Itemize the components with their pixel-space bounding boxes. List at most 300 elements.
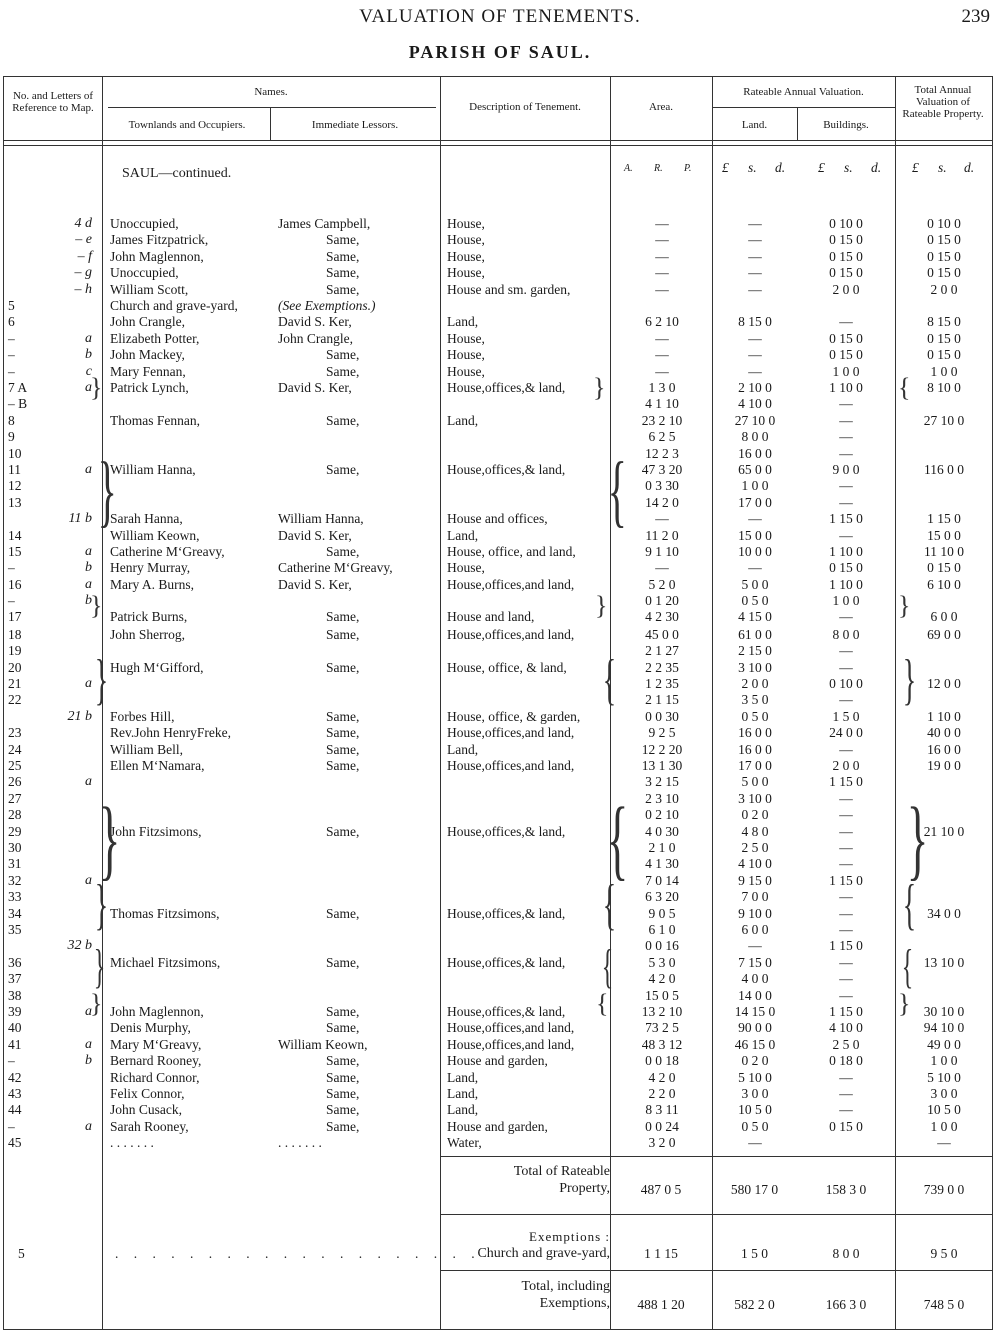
total-including-buildings: 166 3 0 — [825, 1297, 867, 1312]
row-land: 5 0 0 — [741, 774, 769, 789]
row-bldg: — — [839, 988, 853, 1003]
row-sub: 32 b — [67, 938, 92, 953]
row-area: — — [655, 331, 669, 346]
row-num: 13 — [8, 495, 22, 510]
row-les: Same, — [326, 660, 360, 675]
total-including-label: Exemptions, — [539, 1296, 610, 1311]
row-tot: — — [937, 1135, 951, 1150]
row-land: 4 8 0 — [741, 824, 769, 839]
row-area: 3 2 0 — [648, 1135, 676, 1150]
row-les: David S. Ker, — [278, 314, 352, 329]
row-land: 8 15 0 — [738, 314, 772, 329]
row-num: 22 — [8, 692, 22, 707]
row-num: 35 — [8, 922, 22, 937]
row-num: 17 — [8, 609, 22, 624]
row-num: 20 — [8, 660, 22, 675]
row-area: 2 2 35 — [645, 660, 679, 675]
row-area: 3 2 15 — [645, 774, 679, 789]
row-bldg: — — [839, 922, 853, 937]
row-sub: – h — [74, 282, 92, 297]
row-tot: 69 0 0 — [927, 627, 961, 642]
row-num: – B — [8, 396, 28, 411]
row-num: 19 — [8, 643, 22, 658]
row-area: 23 2 10 — [641, 413, 683, 428]
unit-acres: A. — [624, 163, 633, 174]
col-header-buildings: Buildings. — [823, 119, 869, 131]
row-tot: 94 10 0 — [923, 1020, 965, 1035]
total-rateable-area: 487 0 5 — [640, 1182, 682, 1197]
row-sub: a — [85, 331, 92, 346]
row-area: 45 0 0 — [645, 627, 679, 642]
row-tot: 0 15 0 — [927, 232, 961, 247]
row-bldg: — — [839, 856, 853, 871]
row-num: 43 — [8, 1086, 22, 1101]
row-land: 5 0 0 — [741, 577, 769, 592]
row-land: — — [748, 249, 762, 264]
row-land: 17 0 0 — [738, 758, 772, 773]
row-num: 42 — [8, 1070, 22, 1085]
exemptions-label: Exemptions : — [529, 1229, 610, 1244]
leader-dots: . . . . . . . . . . . . . . . . . . . . — [115, 1246, 481, 1261]
row-area: 0 0 16 — [645, 938, 679, 953]
row-sub: a — [85, 1037, 92, 1052]
row-bldg: — — [839, 478, 853, 493]
row-area: 8 3 11 — [645, 1102, 679, 1117]
row-desc: House,offices,& land, — [447, 380, 566, 395]
brace: { — [607, 447, 627, 535]
row-bldg: — — [839, 660, 853, 675]
row-occ: Bernard Rooney, — [110, 1053, 202, 1068]
row-tot: 49 0 0 — [927, 1037, 961, 1052]
row-tot: 1 0 0 — [930, 364, 958, 379]
row-bldg: — — [839, 609, 853, 624]
row-tot: 12 0 0 — [927, 676, 961, 691]
row-tot: 40 0 0 — [927, 725, 961, 740]
row-bldg: — — [839, 906, 853, 921]
row-land: 65 0 0 — [738, 462, 772, 477]
row-occ: Sarah Hanna, — [110, 511, 183, 526]
row-area: 14 2 0 — [645, 495, 679, 510]
row-bldg: 0 15 0 — [829, 265, 863, 280]
row-tot: 21 10 0 — [923, 824, 965, 839]
exemptions-land: 1 5 0 — [741, 1246, 768, 1261]
divider — [895, 76, 896, 1330]
row-desc: House and land, — [447, 609, 535, 624]
row-les: . . . . . . . — [278, 1135, 322, 1150]
total-rateable-total: 739 0 0 — [923, 1182, 965, 1197]
row-land: 15 0 0 — [738, 528, 772, 543]
row-land: 4 10 0 — [738, 856, 772, 871]
row-num: 44 — [8, 1102, 22, 1117]
row-num: – — [8, 1119, 15, 1134]
row-area: 0 0 30 — [645, 709, 679, 724]
row-land: 0 5 0 — [741, 593, 769, 608]
exemptions-area: 1 1 15 — [644, 1246, 678, 1261]
row-land: 10 0 0 — [738, 544, 772, 559]
row-num: 31 — [8, 856, 22, 871]
row-bldg: 2 0 0 — [832, 282, 860, 297]
row-land: 2 10 0 — [738, 380, 772, 395]
row-land: 4 10 0 — [738, 396, 772, 411]
row-land: — — [748, 364, 762, 379]
row-num: 25 — [8, 758, 22, 773]
row-bldg: — — [839, 413, 853, 428]
row-sub: a — [85, 544, 92, 559]
row-area: — — [655, 216, 669, 231]
row-num: 6 — [8, 314, 15, 329]
row-tot: 0 15 0 — [927, 347, 961, 362]
row-bldg: — — [839, 643, 853, 658]
row-num: 5 — [8, 298, 15, 313]
row-land: — — [748, 232, 762, 247]
row-sub: a — [85, 1004, 92, 1019]
row-tot: 10 5 0 — [927, 1102, 961, 1117]
row-land: 1 0 0 — [741, 478, 769, 493]
row-tot: 1 15 0 — [927, 511, 961, 526]
row-land: — — [748, 216, 762, 231]
row-land: 16 0 0 — [738, 742, 772, 757]
row-land: — — [748, 560, 762, 575]
row-occ: Thomas Fennan, — [110, 413, 200, 428]
row-bldg: — — [839, 692, 853, 707]
row-sub: – f — [77, 249, 92, 264]
row-sub: b — [85, 560, 92, 575]
unit-shillings: s. — [844, 160, 853, 175]
row-area: 73 2 5 — [645, 1020, 679, 1035]
brace: { — [898, 373, 911, 402]
row-occ: Patrick Lynch, — [110, 380, 189, 395]
row-area: — — [655, 511, 669, 526]
col-header-townlands: Townlands and Occupiers. — [128, 119, 246, 131]
row-sub: – e — [75, 232, 92, 247]
row-bldg: 9 0 0 — [832, 462, 860, 477]
row-area: 4 1 10 — [645, 396, 679, 411]
row-les: Same, — [326, 462, 360, 477]
row-num: 24 — [8, 742, 22, 757]
row-desc: Land, — [447, 1070, 479, 1085]
row-desc: House, — [447, 364, 485, 379]
row-les: John Crangle, — [278, 331, 353, 346]
row-area: 7 0 14 — [645, 873, 679, 888]
row-occ: Church and grave-yard, — [110, 298, 238, 313]
row-tot: 27 10 0 — [923, 413, 965, 428]
row-area: 12 2 20 — [641, 742, 683, 757]
row-occ: John Sherrog, — [110, 627, 185, 642]
row-area: 4 2 0 — [648, 1070, 676, 1085]
row-desc: Land, — [447, 413, 479, 428]
row-desc: House,offices,& land, — [447, 1004, 566, 1019]
row-tot: 1 10 0 — [927, 709, 961, 724]
row-desc: Land, — [447, 1102, 479, 1117]
row-les: William Keown, — [278, 1037, 368, 1052]
row-num: 40 — [8, 1020, 22, 1035]
row-area: 9 0 5 — [648, 906, 676, 921]
row-num: – — [8, 347, 15, 362]
row-num: – — [8, 593, 15, 608]
row-tot: 6 10 0 — [927, 577, 961, 592]
brace: } — [595, 591, 608, 620]
row-land: 9 15 0 — [738, 873, 772, 888]
row-land: — — [748, 511, 762, 526]
row-occ: . . . . . . . — [110, 1135, 154, 1150]
row-bldg: — — [839, 1070, 853, 1085]
row-desc: House,offices,and land, — [447, 758, 575, 773]
row-bldg: — — [839, 971, 853, 986]
row-tot: 116 0 0 — [924, 462, 964, 477]
row-bldg: 1 15 0 — [829, 1004, 863, 1019]
col-header-lessors: Immediate Lessors. — [311, 119, 399, 131]
brace: } — [97, 447, 117, 535]
unit-shillings: s. — [938, 160, 947, 175]
row-sub: b — [85, 347, 92, 362]
row-num: 9 — [8, 429, 15, 444]
brace: { — [902, 874, 917, 936]
row-occ: Ellen M‘Namara, — [110, 758, 205, 773]
row-area: 2 1 27 — [645, 643, 679, 658]
row-les: David S. Ker, — [278, 528, 352, 543]
divider — [440, 1214, 993, 1215]
row-land: — — [748, 938, 762, 953]
row-les: Same, — [326, 1102, 360, 1117]
row-occ: Forbes Hill, — [110, 709, 175, 724]
row-area: 4 2 30 — [645, 609, 679, 624]
page-title: VALUATION OF TENEMENTS. — [359, 6, 641, 27]
row-bldg: 1 15 0 — [829, 774, 863, 789]
row-num: – — [8, 560, 15, 575]
row-land: 46 15 0 — [734, 1037, 776, 1052]
row-bldg: 0 15 0 — [829, 560, 863, 575]
row-bldg: 0 15 0 — [829, 249, 863, 264]
row-occ: William Bell, — [110, 742, 183, 757]
row-tot: 0 15 0 — [927, 560, 961, 575]
row-desc: House and garden, — [447, 1053, 548, 1068]
row-land: 0 5 0 — [741, 709, 769, 724]
row-bldg: 2 5 0 — [832, 1037, 860, 1052]
total-including-area: 488 1 20 — [637, 1297, 685, 1312]
row-bldg: — — [839, 495, 853, 510]
row-tot: 5 10 0 — [927, 1070, 961, 1085]
row-sub: b — [85, 1053, 92, 1068]
total-rateable-label: Total of Rateable — [513, 1164, 610, 1179]
total-including-total: 748 5 0 — [923, 1297, 965, 1312]
row-num: – — [8, 364, 15, 379]
row-num: 21 — [8, 676, 22, 691]
row-desc: House,offices,and land, — [447, 725, 575, 740]
row-les: Same, — [326, 955, 360, 970]
divider — [712, 107, 895, 108]
row-bldg: — — [839, 314, 853, 329]
row-occ: Unoccupied, — [110, 265, 179, 280]
section-title: SAUL—continued. — [122, 166, 232, 181]
row-sub: a — [85, 1119, 92, 1134]
row-bldg: — — [839, 528, 853, 543]
row-land: 14 15 0 — [734, 1004, 776, 1019]
row-desc: House, office, & garden, — [447, 709, 581, 724]
row-occ: Denis Murphy, — [110, 1020, 191, 1035]
row-tot: 0 15 0 — [927, 265, 961, 280]
unit-pounds: £ — [818, 160, 825, 175]
row-occ: Patrick Burns, — [110, 609, 188, 624]
row-sub: 11 b — [68, 511, 92, 526]
row-occ: John Crangle, — [110, 314, 185, 329]
row-bldg: 1 10 0 — [829, 544, 863, 559]
row-land: 2 15 0 — [738, 643, 772, 658]
parish-title: PARISH OF SAUL. — [408, 42, 592, 62]
row-desc: House,offices,and land, — [447, 627, 575, 642]
brace: } — [94, 874, 109, 936]
row-les: William Hanna, — [278, 511, 364, 526]
row-land: 4 0 0 — [741, 971, 769, 986]
row-land: 16 0 0 — [738, 446, 772, 461]
row-occ: Michael Fitzsimons, — [110, 955, 221, 970]
row-land: 90 0 0 — [738, 1020, 772, 1035]
row-desc: Land, — [447, 742, 479, 757]
row-sub: a — [85, 380, 92, 395]
row-num: 33 — [8, 889, 22, 904]
row-bldg: 0 15 0 — [829, 331, 863, 346]
row-land: 10 5 0 — [738, 1102, 772, 1117]
row-desc: House and offices, — [447, 511, 548, 526]
row-area: 4 2 0 — [648, 971, 676, 986]
total-rateable-land: 580 17 0 — [730, 1182, 779, 1197]
brace: { — [602, 874, 617, 936]
row-sub: a — [85, 462, 92, 477]
row-land: 16 0 0 — [738, 725, 772, 740]
exemptions-label: Church and grave-yard, — [477, 1246, 610, 1261]
row-area: 13 2 10 — [641, 1004, 683, 1019]
row-num: 37 — [8, 971, 22, 986]
row-num: 28 — [8, 807, 22, 822]
unit-pence: d. — [775, 160, 786, 175]
brace: } — [90, 989, 103, 1018]
row-num: 36 — [8, 955, 22, 970]
row-tot: 34 0 0 — [927, 906, 961, 921]
row-tot: 1 0 0 — [930, 1119, 958, 1134]
row-area: 13 1 30 — [641, 758, 683, 773]
row-area: — — [655, 232, 669, 247]
row-area: 12 2 3 — [645, 446, 679, 461]
row-tot: 6 0 0 — [930, 609, 958, 624]
total-rateable-buildings: 158 3 0 — [825, 1182, 867, 1197]
row-num: 12 — [8, 478, 22, 493]
row-les: (See Exemptions.) — [278, 298, 376, 313]
row-num: 14 — [8, 528, 22, 543]
row-bldg: 1 10 0 — [829, 577, 863, 592]
unit-pence: d. — [871, 160, 882, 175]
row-num: – — [8, 1053, 15, 1068]
row-les: Same, — [326, 725, 360, 740]
divider — [108, 107, 436, 108]
brace: } — [93, 940, 106, 993]
row-les: Same, — [326, 1004, 360, 1019]
row-num: 38 — [8, 988, 22, 1003]
exemptions-buildings: 8 0 0 — [832, 1246, 860, 1261]
row-occ: William Hanna, — [110, 462, 196, 477]
row-les: Same, — [326, 282, 360, 297]
row-bldg: — — [839, 840, 853, 855]
col-header-land: Land. — [741, 119, 768, 131]
row-bldg: 0 10 0 — [829, 676, 863, 691]
row-occ: John Mackey, — [110, 347, 185, 362]
row-desc: House, — [447, 216, 485, 231]
row-les: Same, — [326, 347, 360, 362]
row-desc: House, — [447, 560, 485, 575]
row-area: — — [655, 249, 669, 264]
row-bldg: — — [839, 429, 853, 444]
total-including-label: Total, including — [521, 1279, 610, 1294]
row-desc: Land, — [447, 528, 479, 543]
row-tot: 11 10 0 — [924, 544, 964, 559]
row-occ: William Scott, — [110, 282, 189, 297]
row-sub: 4 d — [74, 216, 92, 231]
row-occ: Catherine M‘Greavy, — [110, 544, 225, 559]
row-land: 4 15 0 — [738, 609, 772, 624]
row-num: 11 — [8, 462, 21, 477]
row-tot: 0 15 0 — [927, 249, 961, 264]
row-land: 5 10 0 — [738, 1070, 772, 1085]
row-sub: – g — [74, 265, 92, 280]
row-occ: William Keown, — [110, 528, 200, 543]
row-num: 15 — [8, 544, 22, 559]
row-desc: House,offices,& land, — [447, 824, 566, 839]
row-land: 3 5 0 — [741, 692, 769, 707]
row-area: 0 1 20 — [645, 593, 679, 608]
row-num: – — [8, 331, 15, 346]
row-land: 3 10 0 — [738, 791, 772, 806]
row-land: — — [748, 331, 762, 346]
unit-perches: P. — [684, 163, 692, 174]
row-area: 4 1 30 — [645, 856, 679, 871]
row-occ: Henry Murray, — [110, 560, 191, 575]
row-area: 9 1 10 — [645, 544, 679, 559]
row-bldg: 8 0 0 — [832, 627, 860, 642]
row-occ: James Fitzpatrick, — [110, 232, 209, 247]
row-num: 30 — [8, 840, 22, 855]
row-area: 6 3 20 — [645, 889, 679, 904]
brace: { — [606, 790, 629, 889]
row-area: 47 3 20 — [641, 462, 683, 477]
row-desc: House,offices,& land, — [447, 906, 566, 921]
row-bldg: 0 10 0 — [829, 216, 863, 231]
row-occ: Felix Connor, — [110, 1086, 185, 1101]
row-occ: John Maglennon, — [110, 249, 204, 264]
row-bldg: 0 15 0 — [829, 1119, 863, 1134]
row-area: 1 3 0 — [648, 380, 676, 395]
row-desc: House,offices,and land, — [447, 577, 575, 592]
col-header-area: Area. — [648, 101, 674, 113]
row-desc: House,offices,& land, — [447, 955, 566, 970]
row-num: 45 — [8, 1135, 22, 1150]
row-tot: 0 10 0 — [927, 216, 961, 231]
row-area: — — [655, 560, 669, 575]
row-area: 6 2 10 — [645, 314, 679, 329]
row-bldg: 1 15 0 — [829, 938, 863, 953]
row-land: 6 0 0 — [741, 922, 769, 937]
brace: } — [593, 373, 606, 402]
row-desc: House, — [447, 265, 485, 280]
row-occ: Unoccupied, — [110, 216, 179, 231]
row-les: Same, — [326, 824, 360, 839]
unit-pounds: £ — [722, 160, 729, 175]
row-bldg: — — [839, 446, 853, 461]
brace: } — [906, 790, 929, 889]
row-num: 10 — [8, 446, 22, 461]
row-sub: a — [85, 873, 92, 888]
row-area: 0 0 18 — [645, 1053, 679, 1068]
row-num: 18 — [8, 627, 22, 642]
row-land: — — [748, 282, 762, 297]
row-occ: Sarah Rooney, — [110, 1119, 189, 1134]
